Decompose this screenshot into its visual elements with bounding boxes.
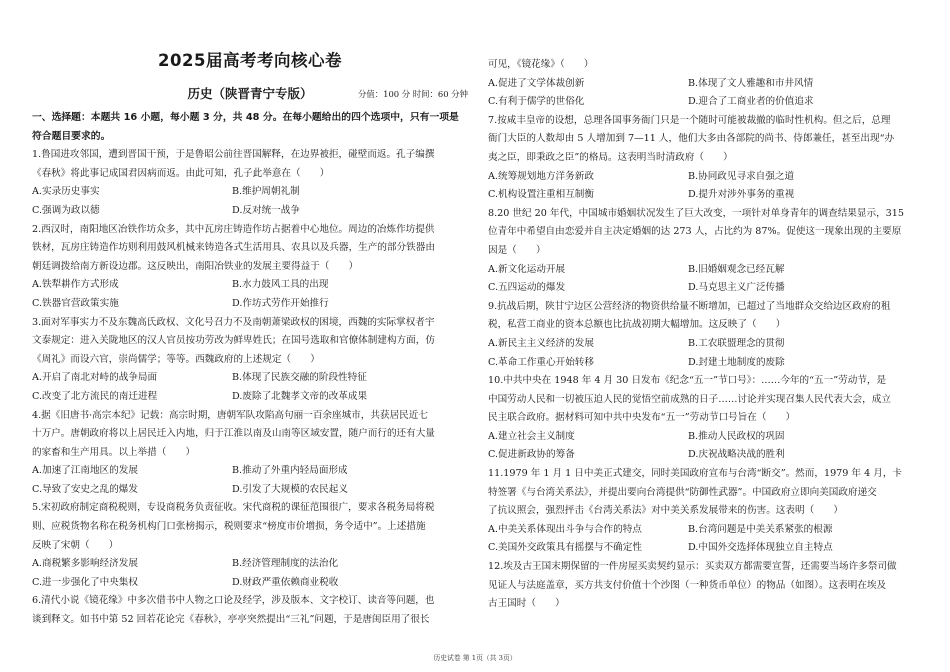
answer-option: D.封建土地制度的废除: [688, 356, 785, 368]
answer-option: C.强调为政以德: [32, 204, 100, 216]
question-stem-line: 9.抗战后期，陕甘宁边区公营经济的物资供给量不断增加，已超过了当地群众交给边区政府的租: [488, 300, 891, 312]
question-stem-line: 衙门大臣的人数却由 5 人增加到 7—11 人，他们大多由各部院的尚书、侍郎兼任，甚至出现“办: [488, 133, 895, 145]
question-stem-line: 文泰规定：进入关陇地区的汉人官员按功劳改为鲜卑姓氏；在国号选取和官僚体制建构方面，仿: [32, 335, 435, 347]
answer-option: A.加速了江南地区的发展: [32, 465, 138, 477]
answer-options: [488, 168, 924, 205]
question: [32, 146, 468, 220]
question-stem-line: 位青年中希望自由恋爱并自主决定婚姻的达 273 人，占比约为 87%。促使这一现象出现的主要原: [488, 226, 902, 238]
question: [488, 558, 924, 614]
question-stem-line: 中国劳动人民和一切被压迫人民的觉悟空前成熟的日子……讨论并实现召集人民代表大会，成立: [488, 393, 891, 405]
answer-option: D.反对统一战争: [232, 204, 300, 216]
exam-title: 2025届高考考向核心卷: [158, 51, 342, 70]
left-questions: [32, 146, 468, 629]
question: [488, 112, 924, 205]
question-stem-line: 2.西汉时，南阳地区冶铁作坊众多，其中瓦房庄铸造作坊占据着中心地位。周边的冶炼作坊提供: [32, 223, 435, 235]
question-stem-line: 夷之臣，即秉政之臣”的格局。这表明当时清政府（ ）: [488, 151, 733, 163]
question-stem-line: 1.鲁国进攻邻国，遭到晋国干预，于是鲁昭公前往晋国解释，在边界被拒，碰壁而返。孔子编撰: [32, 149, 435, 161]
question-stem-line: 《周礼》而设六官，崇尚儒学；等等。西魏政府的上述规定（ ）: [32, 353, 320, 365]
answer-option: A.促进了文学体裁创新: [488, 77, 585, 89]
answer-option: B.旧婚姻观念已经瓦解: [688, 263, 785, 275]
question-stem-line: 民主联合政府。据材料可知中共中央发布“五一”劳动节口号旨在（ ）: [488, 412, 796, 424]
answer-options: [488, 75, 924, 112]
section-heading-line: 符合题目要求的。: [32, 130, 111, 142]
left-column: [32, 0, 468, 630]
answer-options: [488, 428, 924, 465]
answer-option: C.导致了安史之乱的爆发: [32, 483, 138, 495]
answer-option: B.台湾问题是中美关系紧张的根源: [688, 523, 833, 535]
answer-option: B.体现了民族交融的阶段性特征: [232, 372, 367, 384]
answer-option: D.中国外交选择体现独立自主特点: [688, 542, 833, 554]
answer-option: A.建立社会主义制度: [488, 430, 575, 442]
question-stem-line: 因是（ ）: [488, 244, 546, 256]
answer-option: C.促进新政协的筹备: [488, 449, 575, 461]
question: [32, 314, 468, 407]
answer-option: A.商税繁多影响经济发展: [32, 558, 138, 570]
question-stem-line: 5.宋初政府制定商税税则，专设商税务负责征收。宋代商税的课征范围很广，要求各税务局将税: [32, 502, 435, 514]
right-questions: [488, 56, 924, 614]
question-stem-line: 10.中共中央在 1948 年 4 月 30 日发布《纪念“五一”节口号》：……今年的“五一”劳动节，是: [488, 375, 887, 387]
answer-option: B.体现了文人雅趣和市井风情: [688, 77, 814, 89]
question: [32, 221, 468, 314]
question-stem-line: 11.1979 年 1 月 1 日中美正式建交，同时美国政府宣布与台湾“断交”。然而，1979 年 4 月，卡: [488, 468, 903, 480]
question-stem-line: 则、应税货物名称在税务机构门口张榜揭示，税则要求“榜度市价增损，务令适中”。上述措施: [32, 521, 426, 533]
question-stem-line: 4.据《旧唐书·高宗本纪》记载：高宗时期，唐朝军队攻陷高句丽一百余座城市，共获居民近七: [32, 409, 428, 421]
question: [32, 407, 468, 500]
right-column: [488, 0, 924, 614]
answer-option: C.改变了北方流民的南迁进程: [32, 390, 158, 402]
question-stem-line: 税，私营工商业的资本总额也比抗战初期大幅增加。这反映了（ ）: [488, 319, 786, 331]
answer-option: C.进一步强化了中央集权: [32, 576, 138, 588]
question: [488, 56, 924, 112]
answer-option: B.经济管理制度的法治化: [232, 558, 339, 570]
question: [488, 465, 924, 558]
answer-option: C.革命工作重心开始转移: [488, 356, 594, 368]
exam-subtitle: 历史（陕晋青宁专版）: [187, 86, 313, 101]
answer-options: [32, 369, 468, 406]
page-footer: 历史试卷 第 1页（共 3页）: [433, 654, 517, 662]
question: [488, 298, 924, 372]
section-heading: [32, 109, 468, 146]
exam-meta: 分值：100 分 时间：60 分钟: [357, 89, 468, 99]
answer-option: C.五四运动的爆发: [488, 282, 566, 294]
question-stem-line: 8.20 世纪 20 年代，中国城市婚姻状况发生了巨大改变，一项针对单身青年的调查结果显示，315: [488, 207, 904, 219]
answer-option: D.引发了大规模的农民起义: [232, 483, 348, 495]
question-stem-line: 朝廷调拨给南方新设边郡。这反映出，南阳冶铁业的发展主要得益于（ ）: [32, 260, 359, 272]
question-stem-line: 的家畜和生产用具。以上举措（ ）: [32, 446, 196, 458]
answer-options: [488, 335, 924, 372]
question-stem-line: 谈到释文。如书中第 52 回若花论完《春秋》，亭亭突然提出“三礼”问题，于是唐闺臣用了很长: [32, 614, 430, 626]
subtitle-row: [32, 81, 468, 107]
answer-option: A.中美关系体现出斗争与合作的特点: [488, 523, 642, 535]
question: [488, 372, 924, 465]
question-stem-line: 见证人与法庭盖章，买方共支付价值十个沙图（一种货币单位）的物品（如图）。这表明在埃及: [488, 579, 887, 591]
answer-option: D.财政严重依赖商业税收: [232, 576, 339, 588]
answer-option: A.铁犁耕作方式形成: [32, 279, 119, 291]
question-stem-line: 古王国时（ ）: [488, 598, 565, 610]
answer-option: C.有利于儒学的世俗化: [488, 96, 585, 108]
answer-option: B.协同政见寻求自强之道: [688, 170, 795, 182]
answer-option: D.庆祝战略决战的胜利: [688, 449, 785, 461]
question-stem-line: 反映了宋朝（ ）: [32, 539, 119, 551]
answer-option: B.推动人民政权的巩固: [688, 430, 785, 442]
answer-option: A.新文化运动开展: [488, 263, 566, 275]
question: [32, 592, 468, 629]
answer-option: D.提升对涉外事务的重视: [688, 189, 795, 201]
question-stem-line: 可见，《镜花缘》（ ）: [488, 59, 594, 70]
question: [32, 499, 468, 592]
answer-option: A.统筹规划地方洋务新政: [488, 170, 594, 182]
answer-options: [488, 261, 924, 298]
answer-option: D.迎合了工商业者的价值追求: [688, 96, 814, 108]
answer-options: [488, 521, 924, 558]
question-stem-line: 了抗议照会，强烈抨击《台湾关系法》对中美关系发展带来的伤害。这表明（ ）: [488, 505, 843, 517]
answer-options: [32, 276, 468, 313]
question-stem-line: 铁材，瓦房庄铸造作坊则利用鼓风机械来铸造各式生活用具、农具以及兵器，生产的部分铁器由: [32, 242, 435, 254]
answer-option: C.美国外交政策具有摇摆与不确定性: [488, 542, 642, 554]
answer-option: A.新民主主义经济的发展: [488, 337, 594, 349]
question: [488, 205, 924, 298]
answer-options: [32, 462, 468, 499]
answer-option: A.开启了南北对峙的战争局面: [32, 372, 158, 384]
answer-option: A.实录历史事实: [32, 186, 100, 198]
answer-option: B.水力鼓风工具的出现: [232, 279, 329, 291]
question-stem-line: 《春秋》将此事记成国君因病而返。由此可知，孔子此举意在（ ）: [32, 167, 330, 179]
question-stem-line: 3.面对军事实力不及东魏高氏政权、文化号召力不及南朝萧梁政权的困境，西魏的实际掌权者宇: [32, 316, 435, 328]
question-stem-line: 十万户。唐朝政府将以上居民迁入内地，归于江淮以南及山南等区域安置，随户而行的还有大量: [32, 428, 435, 440]
question-stem-line: 7.按咸丰皇帝的设想，总理各国事务衙门只是一个随时可能被裁撤的临时性机构。但之后，总理: [488, 114, 891, 126]
answer-option: D.作坊式劳作开始推行: [232, 297, 329, 309]
answer-options: [32, 183, 468, 220]
answer-option: B.推动了外重内轻局面形成: [232, 465, 348, 477]
section-heading-line: 一、选择题：本题共 16 小题，每小题 3 分，共 48 分。在每小题给出的四个选项中，只有一项是: [32, 112, 459, 123]
question-stem-line: 6.清代小说《镜花缘》中多次借书中人物之口论及经学，涉及版本、文字校订、读音等问题，也: [32, 595, 435, 607]
answer-options: [32, 555, 468, 592]
answer-option: C.铁器官营政策实施: [32, 297, 119, 309]
answer-option: D.废除了北魏孝文帝的改革成果: [232, 390, 368, 402]
question-stem-line: 特签署《与台湾关系法》，并提出要向台湾提供“防御性武器”。中国政府立即向美国政府递交: [488, 486, 877, 498]
question-stem-line: 12.埃及古王国末期保留的一件房屋买卖契约显示：买卖双方都需要宣誓，还需要当场许多祭司做: [488, 561, 897, 573]
answer-option: C.机构设置注重相互制衡: [488, 189, 594, 201]
answer-option: D.马克思主义广泛传播: [688, 282, 785, 294]
answer-option: B.维护周朝礼制: [232, 186, 300, 198]
answer-option: B.工农联盟理念的贯彻: [688, 337, 785, 349]
